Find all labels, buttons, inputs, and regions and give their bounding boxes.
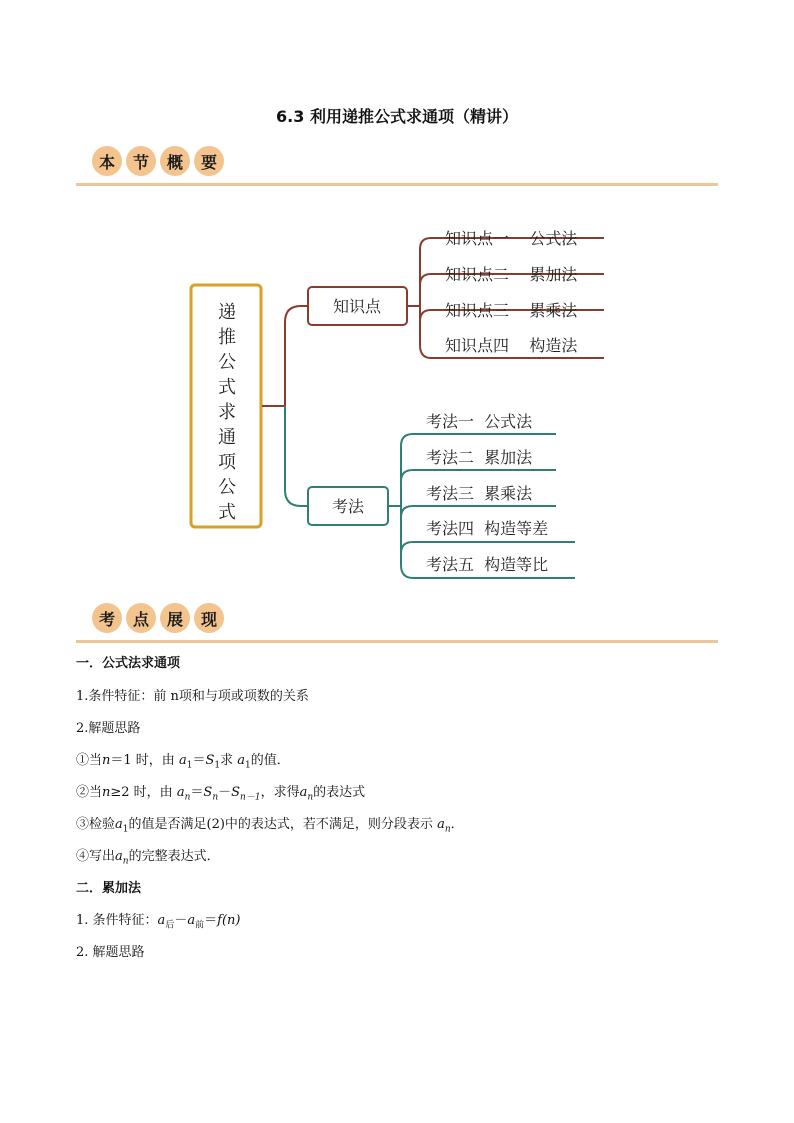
root-char: 公 (218, 477, 236, 498)
text-line: 1. 条件特征：$a_后-a_前=f(n)$ (76, 913, 241, 931)
method-item: 考法四 构造等差 (426, 519, 549, 538)
root-char: 求 (218, 402, 236, 423)
method-item: 考法三 累乘法 (426, 484, 533, 503)
knowledge-item: 知识点二 累加法 (445, 265, 578, 284)
heading-formula-method: 一．公式法求通项 (76, 656, 181, 671)
section-badge: 点 (126, 603, 156, 633)
method-item: 考法二 累加法 (426, 448, 533, 467)
knowledge-item: 知识点一 公式法 (445, 229, 578, 248)
section-badge: 考 (92, 603, 122, 633)
section-badge: 要 (194, 146, 224, 176)
section-rule (76, 640, 718, 643)
text-line: 1.条件特征：前 n项和与项或项数的关系 (76, 689, 309, 704)
section-badge: 概 (160, 146, 190, 176)
root-char: 式 (218, 377, 236, 398)
step-1: ①当n＝1 时，由 $a_1=S_1$求 $a_1$的值． (76, 753, 290, 771)
section-badge: 节 (126, 146, 156, 176)
root-char: 公 (218, 352, 236, 373)
heading-cumulative-sum: 二．累加法 (76, 881, 142, 896)
root-char: 递 (218, 302, 236, 323)
step-2: ②当n≥2 时，由 $a_n=S_n-S_{n-1}$，求得$a_n$的表达式 (76, 785, 366, 803)
page-title: 6.3 利用递推公式求通项（精讲） (276, 107, 518, 126)
section-badge: 现 (194, 603, 224, 633)
knowledge-item: 知识点三 累乘法 (445, 301, 578, 320)
text-line: 2. 解题思路 (76, 945, 145, 960)
root-label (218, 302, 237, 523)
method-item: 考法五 构造等比 (426, 555, 549, 574)
connector-branch1 (262, 306, 308, 406)
branch-label-knowledge: 知识点 (332, 297, 382, 316)
step-3: ③检验$a_1$的值是否满足(2)中的表达式，若不满足，则分段表示 $a_n$． (76, 817, 464, 835)
section-badge: 展 (160, 603, 190, 633)
knowledge-item: 知识点四 构造法 (445, 336, 578, 355)
connector-branch2 (285, 406, 308, 506)
section-badge: 本 (92, 146, 122, 176)
root-char: 项 (218, 452, 236, 473)
section-header-methods (76, 603, 718, 643)
root-char: 推 (218, 327, 236, 348)
step-4: ④写出$a_n$的完整表达式． (76, 849, 220, 867)
root-char: 通 (218, 427, 236, 448)
text-line: 2.解题思路 (76, 721, 141, 736)
branch-label-methods: 考法 (331, 497, 365, 516)
method-item: 考法一 公式法 (426, 412, 533, 431)
root-char: 式 (218, 502, 236, 523)
